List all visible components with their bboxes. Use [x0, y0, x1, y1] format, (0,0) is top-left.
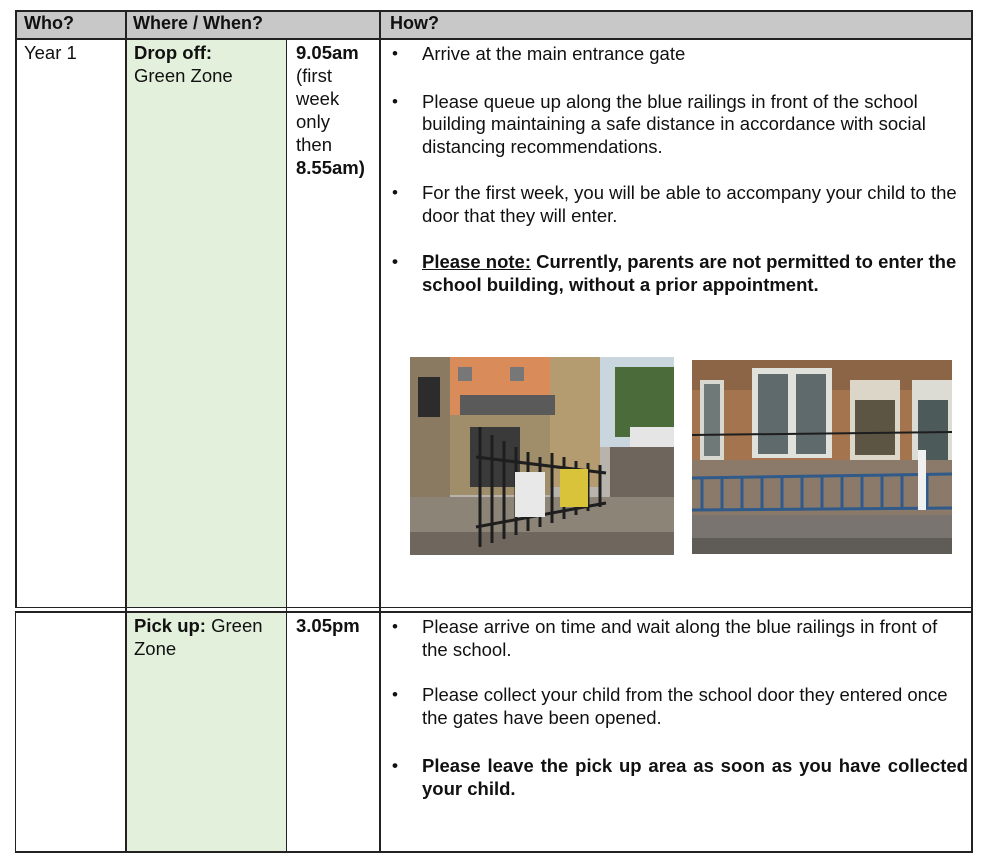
row2-where	[134, 614, 284, 660]
header-how: How?	[390, 13, 439, 33]
drop-off-time: 9.05am	[296, 42, 359, 63]
table-row-divider	[15, 607, 973, 608]
table-border-top	[15, 10, 973, 12]
pick-up-zone: Green Zone	[134, 615, 263, 659]
list-item: • Please collect your child from the school door they entered once the gates have been opened.	[388, 684, 968, 729]
list-item: • Please note: Currently, parents are not permitted to enter the school building, without a prior appointment.	[388, 251, 968, 296]
table-col-divider	[125, 10, 127, 853]
drop-off-time-later: 8.55am)	[296, 157, 365, 178]
header-who: Who?	[24, 13, 74, 33]
table-border-header-bottom	[15, 38, 973, 40]
table-col-divider	[379, 10, 381, 853]
row1-who: Year 1	[24, 42, 77, 63]
pick-up-instructions	[388, 616, 968, 800]
table-border-left	[15, 10, 17, 608]
table-row-divider	[15, 611, 973, 613]
list-item: • Arrive at the main entrance gate	[388, 43, 968, 66]
drop-off-zone: Green Zone	[134, 65, 233, 86]
list-item: • Please queue up along the blue railings in front of the school building maintaining a safe distance in accordance with social distancing recommendations.	[388, 91, 968, 159]
drop-off-time-note: only	[296, 111, 330, 132]
drop-off-time-note: week	[296, 88, 340, 109]
table-border-left	[15, 611, 16, 853]
list-item: • Please leave the pick up area as soon as you have collected your child.	[388, 755, 968, 800]
row1-where	[134, 41, 233, 87]
drop-off-time-note: then	[296, 134, 333, 155]
list-item: • Please arrive on time and wait along the blue railings in front of the school.	[388, 616, 968, 661]
pick-up-time: 3.05pm	[296, 615, 360, 636]
list-item: • For the first week, you will be able to accompany your child to the door that they will enter.	[388, 182, 968, 227]
school-entrance-gate-photo	[410, 357, 674, 555]
table-col-divider	[286, 39, 287, 853]
blue-railings-school-building-photo	[692, 360, 952, 554]
header-where-when: Where / When?	[133, 13, 263, 33]
table-border-right	[971, 10, 973, 853]
drop-off-label: Drop off:	[134, 42, 213, 63]
drop-off-zone-cell	[126, 39, 286, 607]
table-border-bottom	[15, 851, 973, 853]
row1-when	[296, 41, 365, 179]
drop-off-time-note: (first	[296, 65, 332, 86]
drop-off-instructions	[388, 43, 968, 296]
pick-up-label: Pick up:	[134, 615, 206, 636]
